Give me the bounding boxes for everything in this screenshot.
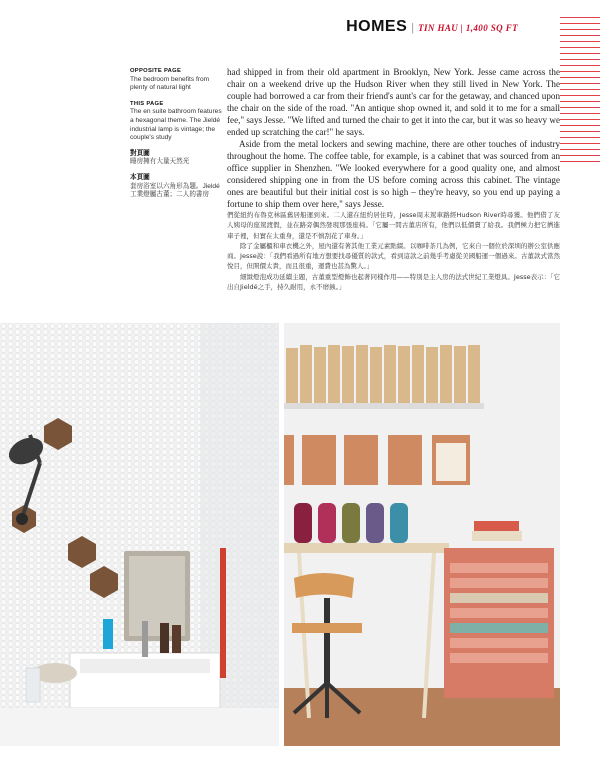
- yarn-spools: [294, 503, 408, 543]
- shelf: [284, 403, 484, 409]
- paragraph: had shipped in from their old apartment in Brooklyn, New York. Jesse came across the chair on a weekend drive up the Hudson River when they still lived in New York. The couple had borrowed a car from their friend's aunt's car for the getaway, and chanced upon the chair on the side of the road. "An antique shop owned it, and sold it to me for a small fee," says Jesse. "We lifted and turned the chair to get it into the car, but it was so heavy we ended up scratching the car!" he says.: [227, 67, 560, 137]
- stacked-books: [474, 521, 519, 531]
- paragraph-zh: 除了金屬櫃和車衣機之外，屋內還有著其他工業元素點綴。以咖啡茶几為例，它來自一個位於深圳的辦公室供應商。Jesse說：「我們看過所有地方想要找尋優質的款式，看到這款之前幾乎考慮從美國船運一個過來。古董款式當然悅目，但開價太貴，而且很重，運費也甚為驚人。」: [227, 241, 560, 271]
- article-body-chinese: [227, 210, 560, 292]
- mirror-reflection: [129, 556, 185, 636]
- study-illustration: [284, 323, 560, 746]
- caption-label-zh: 本頁圖: [130, 173, 150, 181]
- caption-text: The bedroom benefits from plenty of natural light: [130, 75, 210, 92]
- caption-text: The en suite bathroom features a hexagonal theme. The Jieldé industrial lamp is vintage; the couple's study: [130, 108, 222, 142]
- photo-study: [284, 323, 560, 746]
- caption-opposite: [130, 67, 225, 93]
- paragraph-zh: 們從紐約布魯克林區舊居船運到來。二人還在紐約居住時，Jesse周末駕車路經Hudson River時尋獲。他們借了友人姨母的座駕渡假，並在路旁偶然發現那張座椅。「它屬一間古董店所有，他們以低價賣了給我。我們極力把它擠進車子裡，但實在太重身，還是不慎刮花了車身。」: [227, 211, 560, 240]
- clipboards: [284, 435, 470, 485]
- bottle: [172, 625, 181, 653]
- photo-captions: [130, 67, 225, 207]
- caption-this-page: [130, 100, 225, 143]
- caption-this-page-zh: [130, 174, 225, 200]
- caption-label: THIS PAGE: [130, 100, 164, 107]
- desk-top: [284, 543, 449, 553]
- photo-bathroom: [0, 323, 279, 746]
- decorative-stripes: [560, 17, 600, 165]
- caption-label: OPPOSITE PAGE: [130, 68, 182, 74]
- caption-text-zh: 套房浴室以六角形為題。Jieldé工業燈屬古董；二人的書房: [130, 182, 220, 199]
- stacked-books: [472, 531, 522, 541]
- counter: [0, 708, 279, 746]
- caption-label-zh: 對頁圖: [130, 149, 150, 157]
- soap-bottle: [103, 619, 113, 649]
- glass-vase: [26, 668, 40, 702]
- paragraph-zh: 細緻燈泡成功延續主題，古董重型燈飾也起著同樣作用——特別是主人房的法式世紀工業燈具。Jesse表示：「它出自Jieldé之手，持久耐用，永不磨蝕。」: [227, 272, 560, 292]
- faucet: [142, 621, 148, 657]
- cabinet-drawers: [450, 563, 548, 663]
- header-separator: |: [411, 22, 415, 34]
- running-header: [346, 18, 518, 36]
- hanging-towel: [220, 548, 226, 678]
- article-body-english: [227, 66, 560, 210]
- header-subtitle: TIN HAU | 1,400 SQ FT: [418, 23, 518, 33]
- bottle: [160, 623, 169, 653]
- caption-opposite-zh: [130, 150, 225, 167]
- paragraph: Aside from the metal lockers and sewing machine, there are other touches of industry throughout the home. The coffee table, for example, is a cabinet that was sourced from an office supplier in Shenzhen. "We looked everywhere for a good quality one, and almost considered shipping one in from the US before coming across this cabinet. The vintage ones are beautiful but their initial cost is so high – they're heavy, so you end up paying a fortune to ship them over here," says Jesse.: [227, 139, 560, 209]
- sink-basin: [80, 659, 210, 673]
- section-title: HOMES: [346, 18, 408, 35]
- bathroom-illustration: [0, 323, 279, 746]
- caption-text-zh: 睡房擁有大量天然光: [130, 158, 190, 166]
